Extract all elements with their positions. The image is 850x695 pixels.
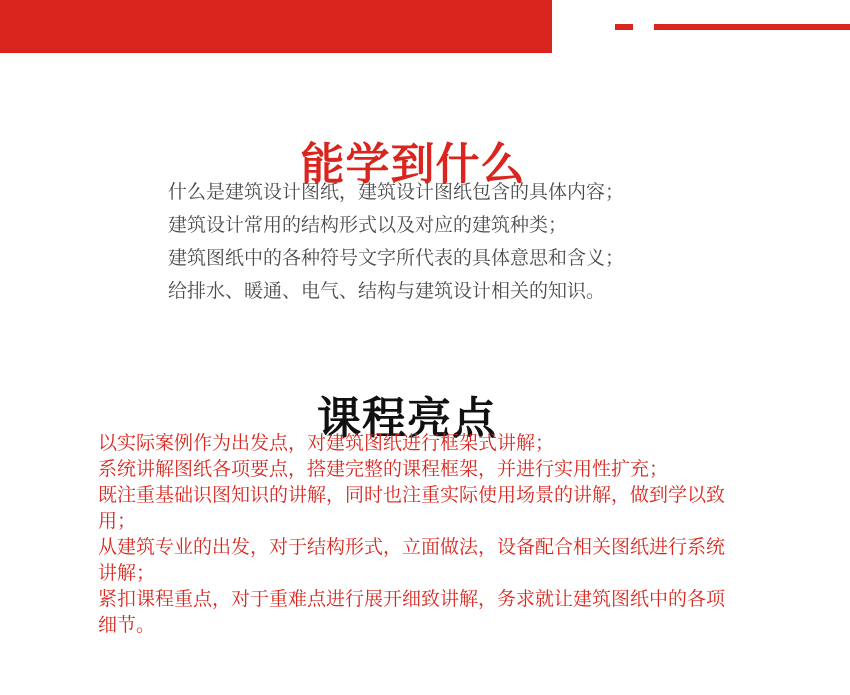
list-item: 建筑设计常用的结构形式以及对应的建筑种类； [168,214,568,236]
list-item: 系统讲解图纸各项要点，搭建完整的课程框架，并进行实用性扩充； [98,458,669,480]
section-title-highlights: 课程亮点 [317,393,497,445]
decor-dash-long [654,24,850,30]
decor-dash-short [615,24,633,30]
list-item: 既注重基础识图知识的讲解，同时也注重实际使用场景的讲解，做到学以致用； [98,484,726,532]
list-item: 什么是建筑设计图纸，建筑设计图纸包含的具体内容； [168,181,625,203]
learn-list [168,176,728,308]
list-item: 紧扣课程重点，对于重难点进行展开细致讲解，务求就让建筑图纸中的各项细节。 [98,588,726,636]
list-item: 建筑图纸中的各种符号文字所代表的具体意思和含义； [168,247,625,269]
list-item: 给排水、暖通、电气、结构与建筑设计相关的知识。 [168,280,606,302]
list-item: 从建筑专业的出发，对于结构形式，立面做法，设备配合相关图纸进行系统讲解； [98,536,726,584]
highlights-list [98,430,738,638]
list-item: 以实际案例作为出发点，对建筑图纸进行框架式讲解； [98,432,555,454]
section-title-learn: 能学到什么 [300,139,526,191]
top-red-band [0,0,552,53]
